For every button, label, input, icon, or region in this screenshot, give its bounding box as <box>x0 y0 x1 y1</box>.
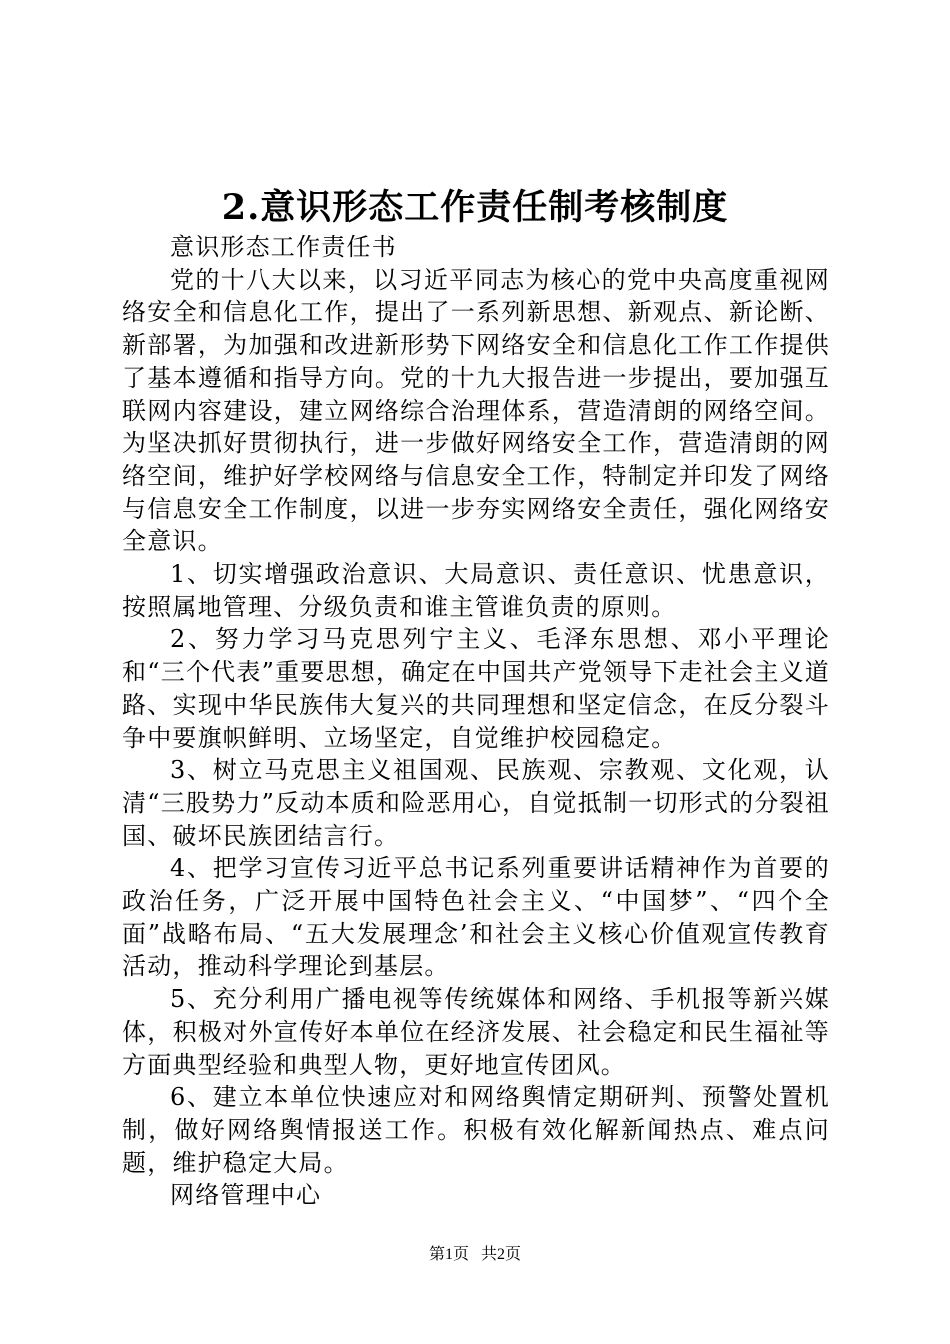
paragraph-item-3: 3、树立马克思主义祖国观、民族观、宗教观、文化观，认清“三股势力”反动本质和险恶用心，自觉抵制一切形式的分裂祖国、破坏民族团结言行。 <box>122 756 830 850</box>
paragraph-item-6: 6、建立本单位快速应对和网络舆情定期研判、预警处置机制，做好网络舆情报送工作。积极有效化解新闻热点、难点问题，维护稳定大局。 <box>122 1083 830 1177</box>
page-number: 第1页 <box>428 1246 469 1263</box>
document-body <box>122 231 830 1212</box>
paragraph-item-1: 1、切实增强政治意识、大局意识、责任意识、忧患意识，按照属地管理、分级负责和谁主管谁负责的原则。 <box>122 560 830 621</box>
page-footer <box>0 1244 950 1266</box>
paragraph-subtitle: 意识形态工作责任书 <box>170 233 397 261</box>
document-title: 2.意识形态工作责任制考核制度 <box>221 187 729 228</box>
paragraph-intro: 党的十八大以来，以习近平同志为核心的党中央高度重视网络安全和信息化工作，提出了一系列新思想、新观点、新论断、新部署，为加强和改进新形势下网络安全和信息化工作工作提供了基本遵循和指导方向。党的十九大报告进一步提出，要加强互联网内容建设，建立网络综合治理体系，营造清朗的网络空间。为坚决抓好贯彻执行，进一步做好网络安全工作，营造清朗的网络空间，维护好学校网络与信息安全工作，特制定并印发了网络与信息安全工作制度，以进一步夯实网络安全责任，强化网络安全意识。 <box>122 265 830 556</box>
paragraph-item-5: 5、充分利用广播电视等传统媒体和网络、手机报等新兴媒体，积极对外宣传好本单位在经济发展、社会稳定和民生福祉等方面典型经验和典型人物，更好地宣传团风。 <box>122 985 830 1079</box>
paragraph-item-2: 2、努力学习马克思列宁主义、毛泽东思想、邓小平理论和“三个代表”重要思想，确定在中国共产党领导下走社会主义道路、实现中华民族伟大复兴的共同理想和坚定信念，在反分裂斗争中要旗帜鲜明、立场坚定，自觉维护校园稳定。 <box>122 625 830 752</box>
page-total: 共2页 <box>481 1246 522 1263</box>
paragraph-signature: 网络管理中心 <box>170 1181 322 1210</box>
paragraph-item-4: 4、把学习宣传习近平总书记系列重要讲话精神作为首要的政治任务，广泛开展中国特色社会主义、“中国梦”、“四个全面”战略布局、“五大发展理念’和社会主义核心价值观宣传教育活动，推动科学理论到基层。 <box>122 854 830 981</box>
